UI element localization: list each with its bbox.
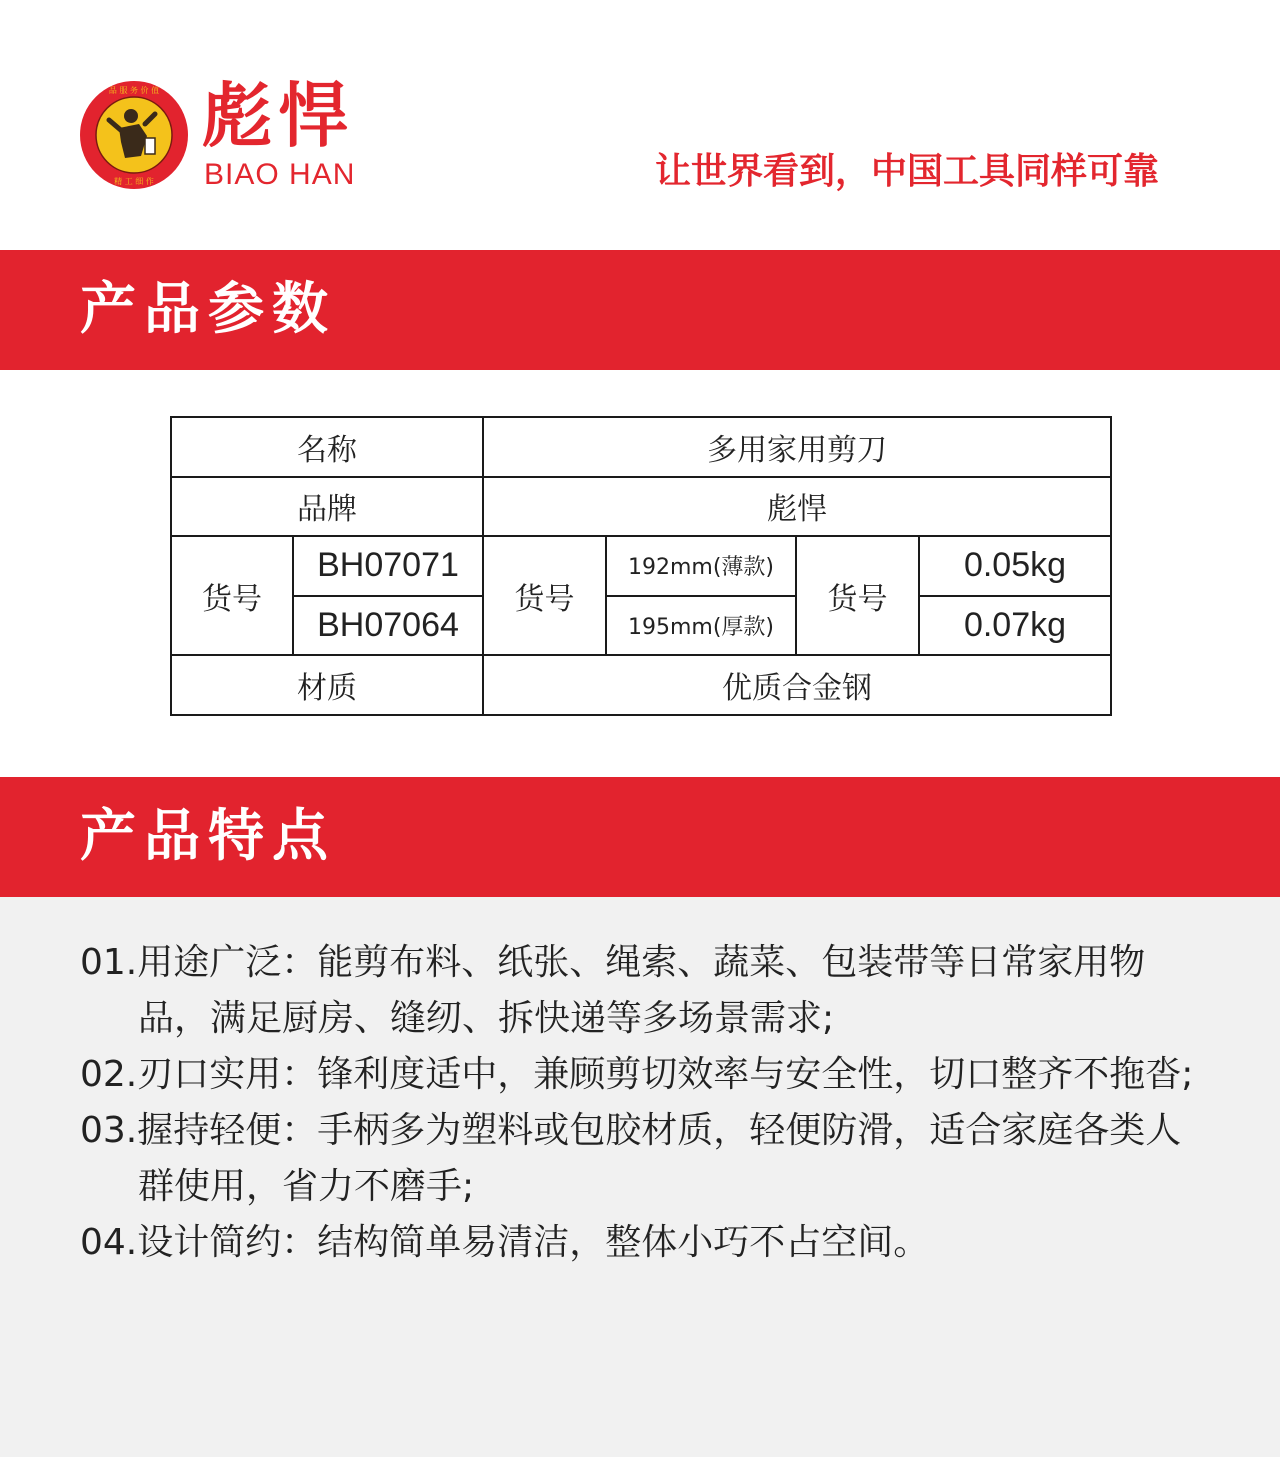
sku-value-1: BH07071 <box>293 536 483 596</box>
table-row <box>171 596 1111 656</box>
table-row <box>171 536 1111 596</box>
table-row <box>171 477 1111 537</box>
size-value-2: 195mm(厚款) <box>606 596 796 656</box>
weight-label: 货号 <box>796 536 919 655</box>
material-label: 材质 <box>171 655 483 715</box>
table-row <box>171 655 1111 715</box>
brand-name-cn: 彪悍 <box>202 74 354 157</box>
feature-item-2: 02.刃口实用：锋利度适中，兼顾剪切效率与安全性，切口整齐不拖沓; <box>80 1054 1194 1095</box>
slogan: 让世界看到，中国工具同样可靠 <box>655 151 1160 192</box>
brand-name-en: BIAO HAN <box>204 158 356 191</box>
features-title: 产品特点 <box>80 804 336 869</box>
svg-text:品 服 务 价 值: 品 服 务 价 值 <box>108 86 160 95</box>
table-row <box>171 417 1111 477</box>
feature-item-3: 03.握持轻便：手柄多为塑料或包胶材质，轻便防滑，适合家庭各类人群使用，省力不磨手; <box>80 1110 1182 1207</box>
spec-table <box>170 416 1112 716</box>
features-banner <box>0 777 1280 897</box>
brand-emblem-icon <box>79 80 189 190</box>
header <box>0 0 1280 250</box>
weight-value-1: 0.05kg <box>919 536 1111 596</box>
feature-item-4: 04.设计简约：结构简单易清洁，整体小巧不占空间。 <box>80 1222 930 1263</box>
features-section <box>0 897 1280 1457</box>
brand-label: 品牌 <box>171 477 483 537</box>
feature-item-1: 01.用途广泛：能剪布料、纸张、绳索、蔬菜、包装带等日常家用物品，满足厨房、缝纫、拆快递等多场景需求; <box>80 942 1146 1039</box>
size-label: 货号 <box>483 536 606 655</box>
sku-value-2: BH07064 <box>293 596 483 656</box>
params-title: 产品参数 <box>80 277 336 342</box>
brand-value: 彪悍 <box>483 477 1111 537</box>
size-value-1: 192mm(薄款) <box>606 536 796 596</box>
name-label: 名称 <box>171 417 483 477</box>
svg-text:精 工 细 作: 精 工 细 作 <box>114 177 154 186</box>
material-value: 优质合金钢 <box>483 655 1111 715</box>
feature-list <box>80 935 1210 1271</box>
weight-value-2: 0.07kg <box>919 596 1111 656</box>
sku-label: 货号 <box>171 536 293 655</box>
params-banner <box>0 250 1280 370</box>
name-value: 多用家用剪刀 <box>483 417 1111 477</box>
